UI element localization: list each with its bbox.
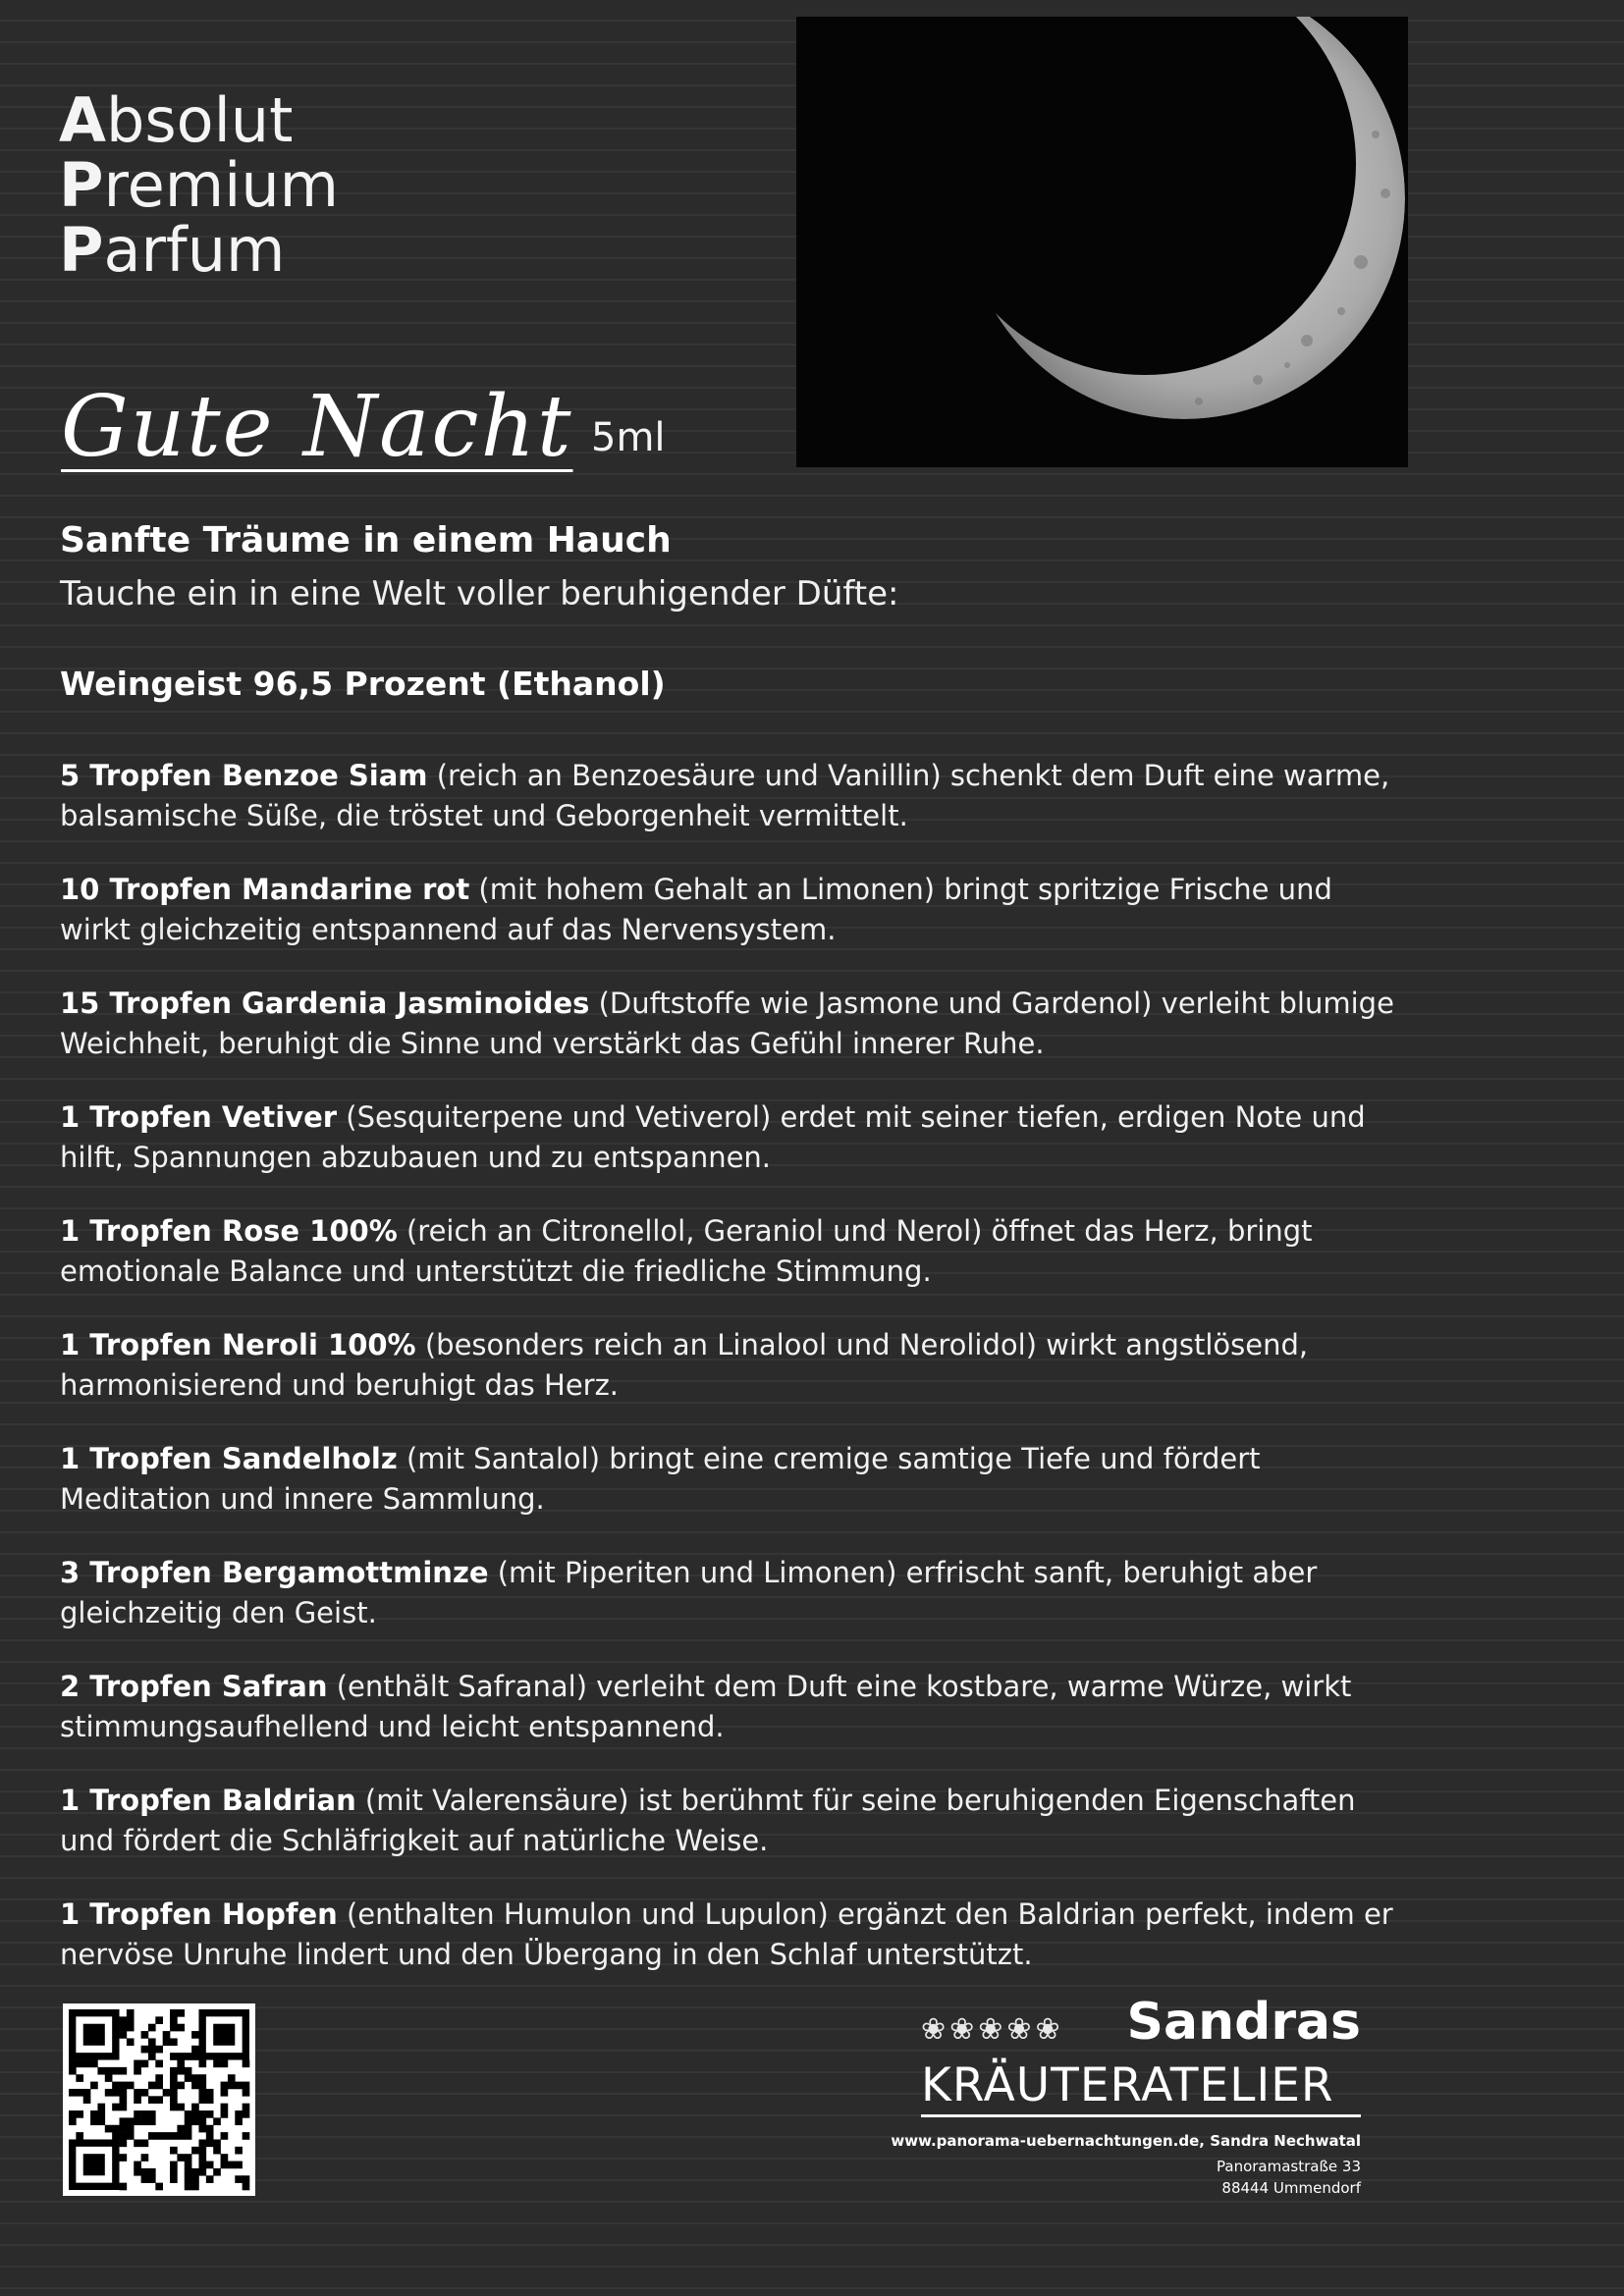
ingredient-hopfen: 1 Tropfen Hopfen (enthalten Humulon und Lupulon) ergänzt den Baldrian perfekt, indem er nervöse Unruhe lindert und den Übergang in den Schlaf unterstützt. — [60, 1897, 1393, 1971]
ingredient-list — [60, 756, 1395, 2008]
ingredient-benzoe: 5 Tropfen Benzoe Siam (reich an Benzoesäure und Vanillin) schenkt dem Duft eine warme, balsamische Süße, die tröstet und Geborgenheit vermittelt. — [60, 759, 1390, 832]
product-name: Gute Nacht — [61, 378, 573, 476]
brand-street: Panoramastraße 33 — [1217, 2158, 1361, 2175]
ingredient-baldrian: 1 Tropfen Baldrian (mit Valerensäure) ist berühmt für seine beruhigenden Eigenschaften und fördert die Schläfrigkeit auf natürliche Weise. — [60, 1784, 1356, 1857]
brand-name: Sandras — [1126, 1993, 1361, 2052]
ingredient-bergamottminze: 3 Tropfen Bergamottminze (mit Piperiten und Limonen) erfrischt sanft, beruhigt aber gleichzeitig den Geist. — [60, 1556, 1318, 1629]
brand-city: 88444 Ummendorf — [1221, 2179, 1361, 2197]
crescent-moon-photo — [796, 17, 1408, 467]
intro-text: Tauche ein in eine Welt voller beruhigender Düfte: — [60, 574, 899, 614]
product-volume: 5ml — [591, 415, 666, 460]
ingredient-vetiver: 1 Tropfen Vetiver (Sesquiterpene und Vetiverol) erdet mit seiner tiefen, erdigen Note und hilft, Spannungen abzubauen und zu entspannen. — [60, 1100, 1366, 1174]
title-line-3: Parfum — [59, 214, 286, 286]
brand-website[interactable]: www.panorama-uebernachtungen.de, Sandra Nechwatal — [891, 2132, 1361, 2150]
crescent-moon-icon — [796, 17, 1408, 467]
flower-icons: ❀❀❀❀❀ — [921, 2012, 1064, 2047]
page-title — [59, 84, 340, 286]
ingredient-gardenia: 15 Tropfen Gardenia Jasminoides (Duftstoffe wie Jasmone und Gardenol) verleiht blumige Weichheit, beruhigt die Sinne und verstärkt das Gefühl innerer Ruhe. — [60, 987, 1394, 1060]
base-ingredient: Weingeist 96,5 Prozent (Ethanol) — [60, 665, 666, 703]
tagline: Sanfte Träume in einem Hauch — [60, 520, 672, 561]
qr-code[interactable] — [63, 2003, 255, 2196]
ingredient-mandarine: 10 Tropfen Mandarine rot (mit hohem Gehalt an Limonen) bringt spritzige Frische und wirkt gleichzeitig entspannend auf das Nervensystem. — [60, 873, 1332, 946]
brand-subtitle: KRÄUTERATELIER — [921, 2058, 1361, 2117]
ingredient-rose: 1 Tropfen Rose 100% (reich an Citronellol, Geraniol und Nerol) öffnet das Herz, bringt emotionale Balance und unterstützt die friedliche Stimmung. — [60, 1214, 1313, 1288]
title-line-1: Absolut — [59, 84, 294, 156]
title-line-2: Premium — [59, 149, 340, 221]
ingredient-neroli: 1 Tropfen Neroli 100% (besonders reich an Linalool und Nerolidol) wirkt angstlösend, harmonisierend und beruhigt das Herz. — [60, 1328, 1309, 1402]
ingredient-sandelholz: 1 Tropfen Sandelholz (mit Santalol) bringt eine cremige samtige Tiefe und fördert Meditation und innere Sammlung. — [60, 1442, 1261, 1516]
ingredient-safran: 2 Tropfen Safran (enthält Safranal) verleiht dem Duft eine kostbare, warme Würze, wirkt stimmungsaufhellend und leicht entspannend. — [60, 1670, 1352, 1743]
qr-code-icon — [63, 2003, 255, 2196]
